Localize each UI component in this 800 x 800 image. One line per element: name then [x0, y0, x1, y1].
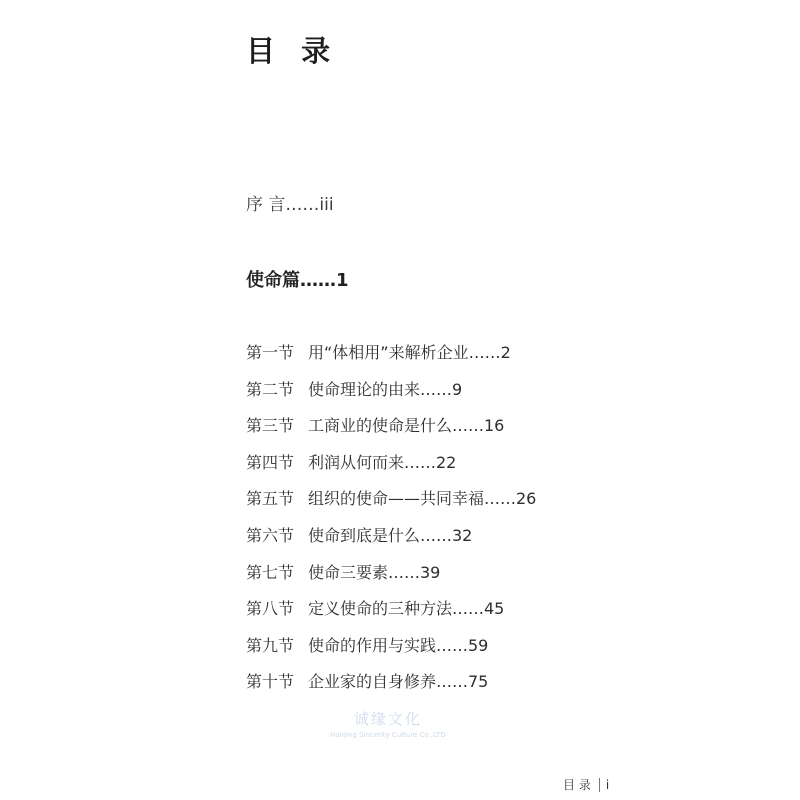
section-title: 利润从何而来……22: [308, 452, 457, 472]
section-number: 第十节: [246, 672, 295, 692]
page-title: 目 录: [246, 34, 339, 69]
preface-entry: 序 言……iii: [246, 195, 334, 215]
page-footer: [563, 776, 609, 793]
section-title: 使命三要素……39: [308, 562, 441, 582]
toc-entry: [246, 633, 536, 670]
toc-entry: [246, 340, 536, 377]
section-title: 使命到底是什么……32: [308, 525, 473, 545]
footer-label: 目 录: [563, 778, 591, 792]
watermark: [330, 708, 446, 739]
section-number: 第一节: [246, 343, 295, 362]
toc-entry: [246, 377, 536, 414]
toc-entry: [246, 560, 536, 597]
section-number: 第三节: [246, 416, 295, 436]
toc-entry: [246, 596, 536, 633]
section-title: 企业家的自身修养……75: [308, 672, 489, 692]
section-number: 第八节: [246, 599, 295, 619]
footer-divider: [599, 778, 600, 792]
page-number: i: [605, 777, 610, 792]
watermark-text: Hanjing Sincerity Culture Co.,LTD: [330, 731, 446, 739]
section-number: 第九节: [246, 635, 295, 655]
toc-entry: [246, 486, 536, 523]
toc-entry: [246, 523, 536, 560]
toc-list: [246, 340, 536, 706]
section-number: 第二节: [246, 379, 295, 399]
section-number: 第五节: [246, 489, 295, 509]
section-title: 使命理论的由来……9: [308, 379, 463, 399]
section-title: 工商业的使命是什么……16: [308, 416, 505, 436]
section-title: 组织的使命——共同幸福……26: [308, 489, 537, 509]
toc-entry: [246, 450, 536, 487]
section-title: 使命的作用与实践……59: [308, 635, 489, 655]
section-title: 定义使命的三种方法……45: [308, 599, 505, 619]
watermark-logo: 诚缘文化: [353, 710, 422, 728]
section-title: 用“体相用”来解析企业……2: [308, 343, 511, 362]
toc-entry: [246, 413, 536, 450]
section-number: 第六节: [246, 525, 295, 545]
section-number: 第四节: [246, 452, 295, 472]
section-number: 第七节: [246, 562, 295, 582]
toc-entry: [246, 669, 536, 706]
part-heading: 使命篇……1: [246, 270, 349, 291]
